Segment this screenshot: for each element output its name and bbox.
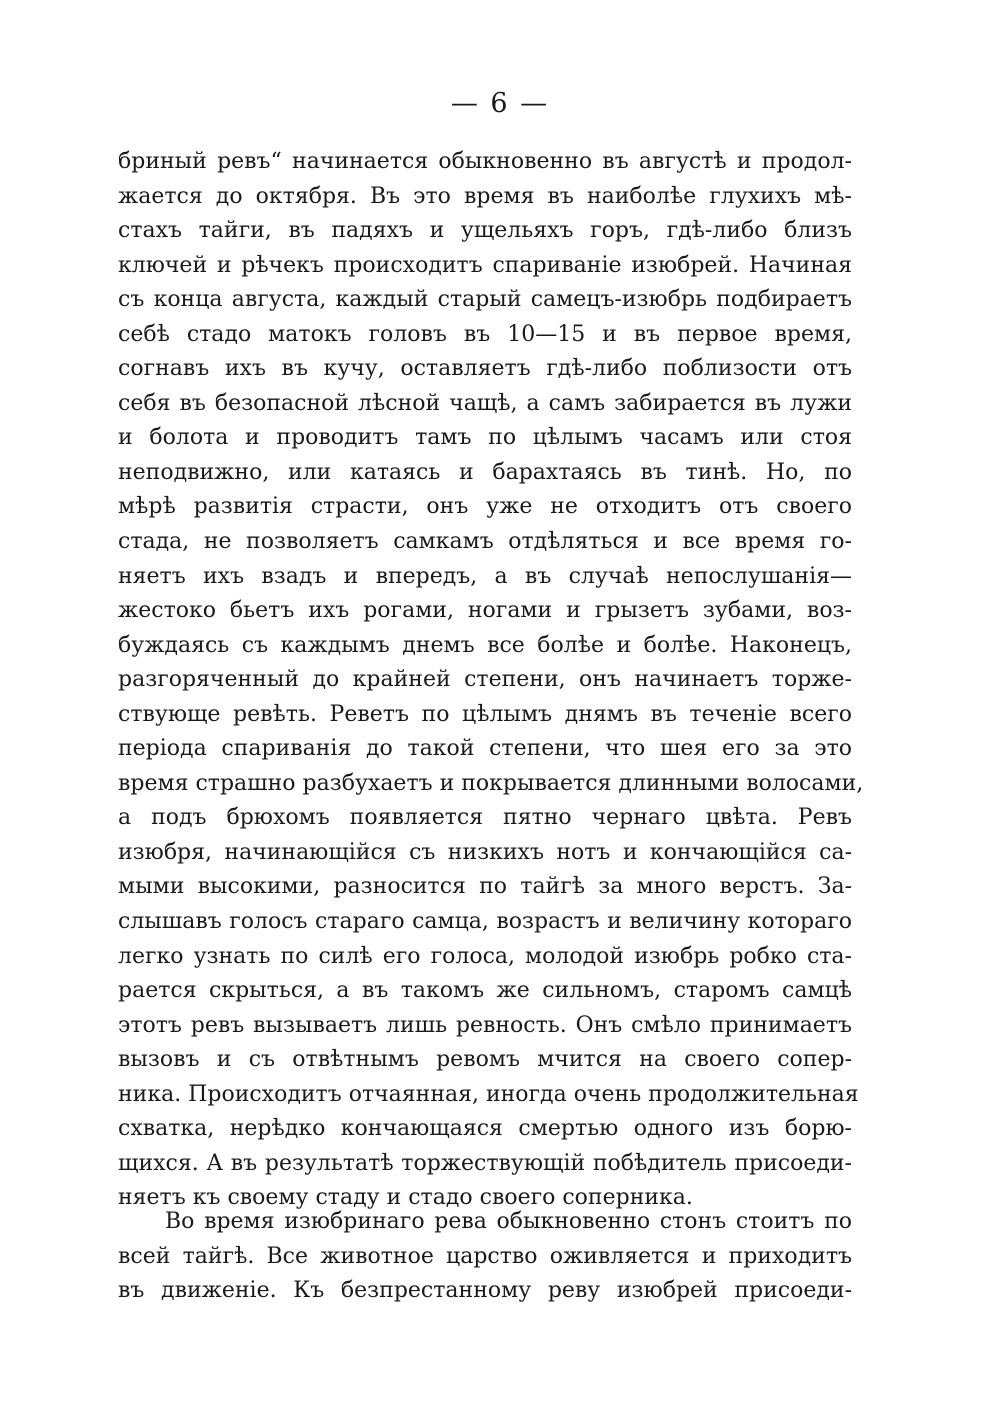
text-line: изюбря, начинающійся съ низкихъ нотъ и кончающійся са- [118,839,852,865]
text-line: ствующе ревѣть. Реветъ по цѣлымъ днямъ въ теченіе всего [118,701,852,727]
text-line: а подъ брюхомъ появляется пятно чернаго цвѣта. Ревъ [118,805,852,831]
text-line: себѣ стадо матокъ головъ въ 10—15 и въ первое время, [118,321,852,347]
text-line: періода спариванія до такой степени, что шея его за это [118,736,852,762]
text-line: Во время изюбринаго рева обыкновенно стонъ стоитъ по [165,1209,852,1234]
text-line: няетъ къ своему стаду и стадо своего соперника. [118,1185,693,1211]
text-line: въ движеніе. Къ безпрестанному реву изюбрей присоеди- [118,1278,852,1304]
text-line: мѣрѣ развитія страсти, онъ уже не отходитъ отъ своего [118,494,852,520]
text-line: и болота и проводитъ тамъ по цѣлымъ часамъ или стоя [118,425,852,451]
text-line: жается до октября. Въ это время въ наиболѣе глухихъ мѣ- [118,183,852,209]
text-line: рается скрыться, а въ такомъ же сильномъ, старомъ самцѣ [118,978,852,1004]
text-line: легко узнать по силѣ его голоса, молодой изюбрь робко ста- [118,943,852,969]
text-line: съ конца августа, каждый старый самецъ-изюбрь подбираетъ [118,287,852,313]
text-line: стахъ тайги, въ падяхъ и ущельяхъ горъ, гдѣ-либо близъ [118,218,852,244]
text-line: жестоко бьетъ ихъ рогами, ногами и грызетъ зубами, воз- [118,598,852,624]
text-line: мыми высокими, разносится по тайгѣ за много верстъ. За- [118,874,852,900]
text-line: себя въ безопасной лѣсной чащѣ, а самъ забирается въ лужи [118,390,852,416]
text-line: бриный ревъ“ начинается обыкновенно въ августѣ и продол- [118,149,852,174]
text-line: слышавъ голосъ стараго самца, возрастъ и величину котораго [118,909,852,935]
page-number: — 6 — [450,88,550,119]
text-line: этотъ ревъ вызываетъ лишь ревность. Онъ смѣло принимаетъ [118,1012,852,1038]
text-line: щихся. А въ результатѣ торжествующій побѣдитель присоеди- [118,1150,852,1176]
text-line: няетъ ихъ взадъ и впередъ, а въ случаѣ непослушанія— [118,563,852,589]
paragraph-1 [118,145,864,1216]
text-line: всей тайгѣ. Все животное царство оживляется и приходитъ [118,1243,852,1269]
text-line: ника. Происходитъ отчаянная, иногда очень продолжительная [118,1081,859,1107]
text-line: время страшно разбухаетъ и покрывается длинными волосами, [118,770,864,796]
text-line: согнавъ ихъ въ кучу, оставляетъ гдѣ-либо поблизости отъ [118,356,852,382]
text-line: разгоряченный до крайней степени, онъ начинаетъ торже- [118,667,852,693]
text-line: схватка, нерѣдко кончающаяся смертью одного изъ борю- [118,1116,852,1142]
paragraph-2 [118,1205,852,1309]
text-line: стада, не позволяетъ самкамъ отдѣляться и все время го- [118,529,852,555]
text-line: неподвижно, или катаясь и барахтаясь въ тинѣ. Но, по [118,459,852,485]
text-line: ключей и рѣчекъ происходитъ спариваніе изюбрей. Начиная [118,252,852,278]
text-line: вызовъ и съ отвѣтнымъ ревомъ мчится на своего сопер- [118,1047,852,1073]
text-line: буждаясь съ каждымъ днемъ все болѣе и болѣе. Наконецъ, [118,632,852,658]
